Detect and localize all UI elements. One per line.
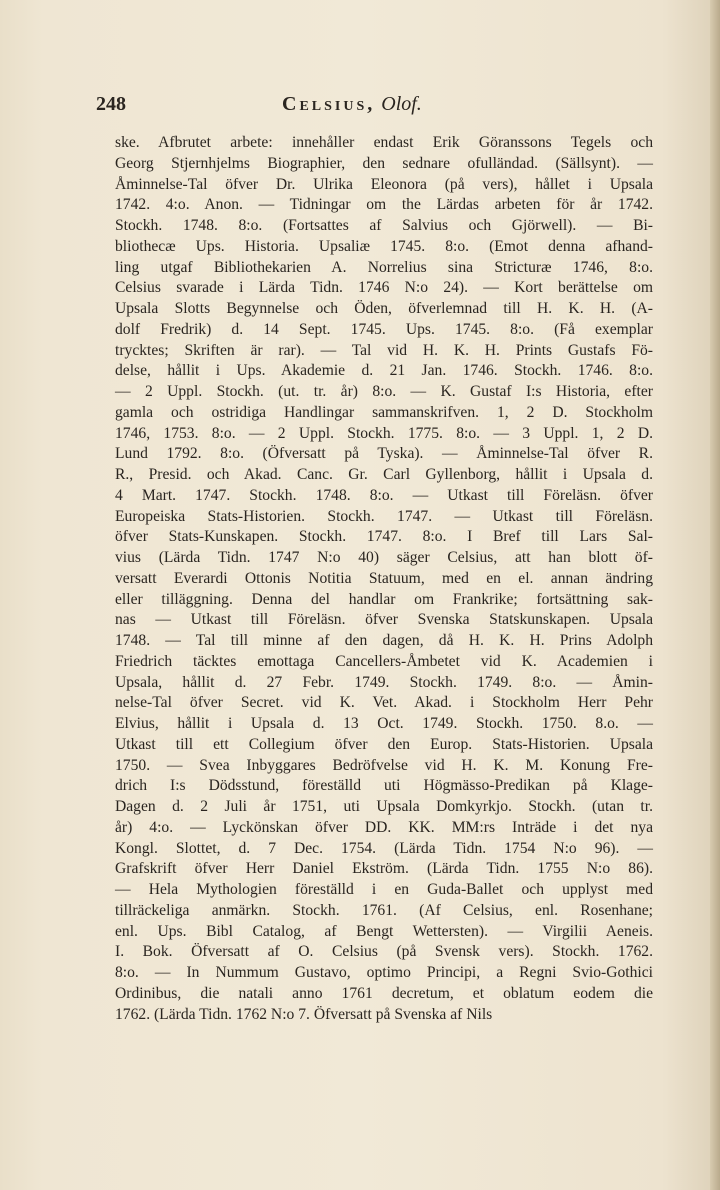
- page-number: 248: [96, 93, 126, 115]
- text-line: delse, hållit i Ups. Akademie d. 21 Jan. 1746. Stockh. 1746. 8:o.: [115, 362, 653, 380]
- text-line: trycktes; Skriften är rar). — Tal vid H. K. H. Prints Gustafs Fö-: [115, 341, 653, 359]
- text-line: ling utgaf Bibliothekarien A. Norrelius sina Stricturæ 1746, 8:o.: [115, 258, 653, 276]
- text-line: drich I:s Dödsstund, föreställd uti Högmässo-Predikan på Klage-: [115, 777, 653, 795]
- text-line: Åminnelse-Tal öfver Dr. Ulrika Eleonora (på vers), hållet i Upsala: [115, 175, 653, 193]
- text-line: Friedrich täcktes emottaga Cancellers-Åmbetet vid K. Academien i: [115, 652, 653, 670]
- text-line: Stockh. 1748. 8:o. (Fortsattes af Salvius och Gjörwell). — Bi-: [115, 217, 653, 234]
- text-line: år) 4:o. — Lyckönskan öfver DD. KK. MM:rs Inträde i det nya: [115, 818, 653, 836]
- text-line: Lund 1792. 8:o. (Öfversatt på Tyska). — Åminnelse-Tal öfver R.: [115, 445, 653, 463]
- running-title-surname: Celsius,: [282, 93, 376, 115]
- text-line: 1748. — Tal till minne af den dagen, då H. K. H. Prins Adolph: [115, 632, 653, 649]
- text-line: enl. Ups. Bibl Catalog, af Bengt Wettersten). — Virgilii Aeneis.: [115, 922, 653, 940]
- text-line: — 2 Uppl. Stockh. (ut. tr. år) 8:o. — K. Gustaf I:s Historia, efter: [115, 383, 653, 400]
- text-line: Celsius svarade i Lärda Tidn. 1746 N:o 24). — Kort berättelse om: [115, 279, 653, 297]
- text-line: R., Presid. och Akad. Canc. Gr. Carl Gyllenborg, hållit i Upsala d.: [115, 466, 653, 483]
- text-line: gamla och ostridiga Handlingar sammanskrifven. 1, 2 D. Stockholm: [115, 403, 653, 421]
- text-line: — Hela Mythologien föreställd i en Guda-Ballet och upplyst med: [115, 881, 653, 898]
- text-line: Kongl. Slottet, d. 7 Dec. 1754. (Lärda Tidn. 1754 N:o 96). —: [115, 839, 653, 857]
- text-line: Ordinibus, die natali anno 1761 decretum, et oblatum eodem die: [115, 984, 653, 1002]
- text-line: 1750. — Svea Inbyggares Bedröfvelse vid H. K. M. Konung Fre-: [115, 756, 653, 774]
- text-line: Utkast till ett Collegium öfver den Europ. Stats-Historien. Upsala: [115, 735, 653, 753]
- text-line: nas — Utkast till Föreläsn. öfver Svenska Statskunskapen. Upsala: [115, 611, 653, 629]
- text-line: eller tilläggning. Denna del handlar om Frankrike; fortsättning sak-: [115, 590, 653, 608]
- text-line: dolf Fredrik) d. 14 Sept. 1745. Ups. 1745. 8:o. (Få exemplar: [115, 320, 653, 338]
- running-title-given-name: Olof.: [381, 93, 422, 115]
- text-line: Elvius, hållit i Upsala d. 13 Oct. 1749. Stockh. 1750. 8.o. —: [115, 715, 653, 732]
- page-edge: [710, 0, 720, 1190]
- text-line: Dagen d. 2 Juli år 1751, uti Upsala Domkyrkjo. Stockh. (utan tr.: [115, 798, 653, 815]
- text-line: tillräckeliga anmärkn. Stockh. 1761. (Af Celsius, enl. Rosenhane;: [115, 901, 653, 919]
- text-line: 4 Mart. 1747. Stockh. 1748. 8:o. — Utkast till Föreläsn. öfver: [115, 486, 653, 504]
- text-line: 1742. 4:o. Anon. — Tidningar om the Lärdas arbeten för år 1742.: [115, 196, 653, 214]
- text-line: 1762. (Lärda Tidn. 1762 N:o 7. Öfversatt på Svenska af Nils: [115, 1005, 493, 1023]
- text-line: Georg Stjernhjelms Biographier, den sednare ofulländad. (Sällsynt). —: [115, 154, 653, 172]
- text-line: I. Bok. Öfversatt af O. Celsius (på Svensk vers). Stockh. 1762.: [115, 943, 653, 961]
- page-header: [96, 93, 616, 123]
- text-line: 8:o. — In Nummum Gustavo, optimo Principi, a Regni Svio-Gothici: [115, 964, 653, 981]
- running-title: [282, 93, 422, 116]
- text-line: Upsala, hållit d. 27 Febr. 1749. Stockh. 1749. 8:o. — Åmin-: [115, 673, 653, 691]
- text-line: nelse-Tal öfver Secret. vid K. Vet. Akad. i Stockholm Herr Pehr: [115, 694, 653, 712]
- text-line: öfver Stats-Kunskapen. Stockh. 1747. 8:o. I Bref till Lars Sal-: [115, 528, 653, 546]
- text-line: vius (Lärda Tidn. 1747 N:o 40) säger Celsius, att han blott öf-: [115, 549, 653, 566]
- text-line: bliothecæ Ups. Historia. Upsaliæ 1745. 8:o. (Emot denna afhand-: [115, 237, 653, 255]
- text-line: Europeiska Stats-Historien. Stockh. 1747. — Utkast till Föreläsn.: [115, 507, 653, 525]
- text-line: 1746, 1753. 8:o. — 2 Uppl. Stockh. 1775. 8:o. — 3 Uppl. 1, 2 D.: [115, 424, 653, 442]
- text-line: Grafskrift öfver Herr Daniel Ekström. (Lärda Tidn. 1755 N:o 86).: [115, 860, 653, 878]
- text-line: versatt Everardi Ottonis Notitia Statuum, med en el. annan ändring: [115, 569, 653, 587]
- text-line: Upsala Slotts Begynnelse och Öden, öfverlemnad till H. K. H. (A-: [115, 300, 653, 317]
- body-text: [115, 133, 653, 1025]
- text-line: ske. Afbrutet arbete: innehåller endast Erik Göranssons Tegels och: [115, 134, 653, 151]
